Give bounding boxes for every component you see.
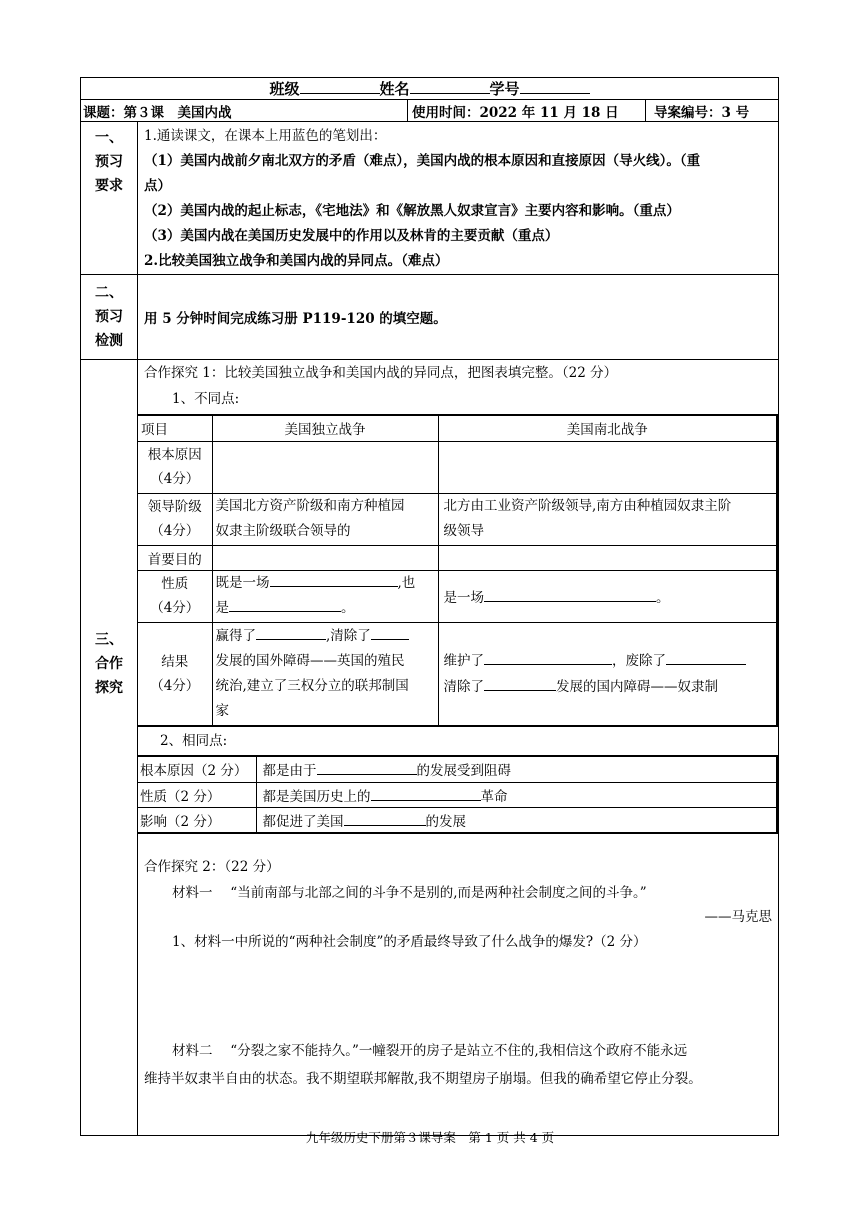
result-civil-blank-3[interactable] <box>484 676 556 691</box>
section1-label-a: 一、 <box>95 130 123 146</box>
nature-indep-text-3: 是 <box>215 600 229 616</box>
same-nature-content <box>256 782 777 807</box>
diff-nature-civil <box>438 570 777 622</box>
diff-root-civil-answer[interactable] <box>438 441 777 493</box>
diff-purpose-independence-answer[interactable] <box>212 545 438 570</box>
same-nature-text-2: 革命 <box>480 788 508 805</box>
section3-label-b: 合作 <box>95 656 123 672</box>
material-1-source: ——马克思 <box>704 909 773 925</box>
diff-row-leader-label <box>138 493 212 545</box>
similarities-table <box>138 755 778 834</box>
req-line-3: 点） <box>144 178 171 194</box>
leader-indep-line-1: 美国北方资产阶级和南方种植园 <box>215 498 405 514</box>
material-2-line-2: 维持半奴隶半自由的状态。我不期望联邦解散,我不期望房子崩塌。但我的确希望它停止分裂。 <box>144 1071 702 1087</box>
same-root-text-1: 都是由于 <box>262 763 317 780</box>
differences-table <box>138 414 778 727</box>
class-label: 班级 <box>269 80 300 98</box>
diff-header-independence: 美国独立战争 <box>212 415 438 441</box>
req-line-2: （1）美国内战前夕南北双方的矛盾（难点），美国内战的根本原因和直接原因（导火线）。（重 <box>144 153 701 169</box>
nature-indep-text-2: ,也 <box>397 575 416 591</box>
diff-row-result-label <box>138 622 212 726</box>
same-title: 2、相同点: <box>160 733 228 749</box>
section2-label-a: 二、 <box>95 285 123 301</box>
same-root-text-2: 的发展受到阻碍 <box>416 763 511 780</box>
leader-indep-line-2: 奴隶主阶级联合领导的 <box>215 523 351 539</box>
diff-row-root-label <box>138 441 212 493</box>
result-civil-text-2: ，废除了 <box>612 652 666 669</box>
section2-label <box>81 275 138 360</box>
question-1-answer-space[interactable] <box>138 956 778 1036</box>
diff-nature-independence <box>212 570 438 622</box>
name-blank[interactable] <box>410 79 490 94</box>
result-civil-blank-1[interactable] <box>484 650 612 665</box>
diff-result-independence <box>212 622 438 726</box>
diff-root-independence-answer[interactable] <box>212 441 438 493</box>
diff-leader-independence <box>212 493 438 545</box>
result-indep-text-2: ,清除了 <box>326 627 371 644</box>
worksheet <box>80 77 778 1136</box>
student-info-row <box>81 78 779 100</box>
section1-label-b: 预习 <box>95 154 123 170</box>
diff-row-nature-label <box>138 570 212 622</box>
req-line-1: 1.通读课文，在课本上用蓝色的笔划出： <box>144 128 387 144</box>
result-indep-line-3: 统治,建立了三权分立的联邦制国 <box>215 677 409 694</box>
same-nature-blank[interactable] <box>371 786 481 801</box>
leader-label-a: 领导阶级 <box>147 499 202 515</box>
diff-header-item: 项目 <box>138 415 212 441</box>
section3-label <box>81 360 138 1136</box>
section1-content <box>138 122 779 275</box>
section3-content <box>138 360 779 1136</box>
nature-indep-text-4: 。 <box>341 600 355 616</box>
nature-civil-text-2: 。 <box>656 590 670 606</box>
diff-title: 1、不同点: <box>172 391 240 407</box>
guide-no-cell: 导案编号：3 号 <box>646 100 779 122</box>
section2-content: 用 5 分钟时间完成练习册 P119-120 的填空题。 <box>138 275 779 360</box>
diff-leader-civil <box>438 493 777 545</box>
same-nature-label: 性质（2 分） <box>138 782 256 807</box>
section2-label-b: 预习 <box>95 309 123 325</box>
result-civil-text-3: 清除了 <box>443 678 484 695</box>
class-blank[interactable] <box>300 79 380 94</box>
question-1: 1、材料一中所说的“两种社会制度”的矛盾最终导致了什么战争的爆发?（2 分） <box>172 934 647 950</box>
result-indep-line-2: 发展的国外障碍——英国的殖民 <box>215 652 405 669</box>
result-label-a: 结果 <box>161 653 189 670</box>
name-label: 姓名 <box>379 80 410 98</box>
diff-purpose-civil-answer[interactable] <box>438 545 777 570</box>
result-indep-blank-2[interactable] <box>371 625 409 640</box>
same-impact-text-1: 都促进了美国 <box>262 813 344 830</box>
result-label-b: （4分） <box>150 677 200 694</box>
nature-civil-text-1: 是一场 <box>443 590 484 606</box>
leader-civil-line-2: 级领导 <box>443 523 484 539</box>
nature-indep-text-1: 既是一场 <box>215 575 270 591</box>
same-impact-content <box>256 807 777 833</box>
root-label-a: 根本原因 <box>147 447 202 463</box>
result-indep-line-4: 家 <box>215 702 229 719</box>
section3-label-c: 探究 <box>95 680 123 696</box>
section1-label <box>81 122 138 275</box>
section1-label-c: 要求 <box>95 178 123 194</box>
req-line-5: （3）美国内战在美国历史发展中的作用以及林肯的主要贡献（重点） <box>144 228 559 244</box>
coop2-title: 合作探究 2：（22 分） <box>144 859 280 875</box>
material-1: 材料一 “当前南部与北部之间的斗争不是别的,而是两种社会制度之间的斗争。” <box>172 885 647 901</box>
nature-label-b: （4分） <box>150 600 200 616</box>
nature-indep-blank-1[interactable] <box>270 572 398 587</box>
req-line-6: 2.比较美国独立战争和美国内战的异同点。（难点） <box>144 253 449 269</box>
result-civil-blank-2[interactable] <box>666 650 746 665</box>
same-impact-blank[interactable] <box>344 811 426 826</box>
worksheet-table <box>80 77 779 1136</box>
leader-label-b: （4分） <box>150 523 200 539</box>
time-cell: 使用时间：2022 年 11 月 18 日 <box>408 100 646 122</box>
result-civil-text-1: 维护了 <box>443 652 484 669</box>
result-civil-text-4: 发展的国内障碍——奴隶制 <box>556 678 718 695</box>
coop1-title: 合作探究 1：比较美国独立战争和美国内战的异同点，把图表填完整。（22 分） <box>144 365 618 381</box>
result-indep-text-1: 赢得了 <box>215 627 256 644</box>
section3-label-a: 三、 <box>95 632 123 648</box>
leader-civil-line-1: 北方由工业资产阶级领导,南方由种植园奴隶主阶 <box>443 498 732 514</box>
diff-result-civil <box>438 622 777 726</box>
req-line-4: （2）美国内战的起止标志，《宅地法》和《解放黑人奴隶宣言》主要内容和影响。（重点） <box>144 203 680 219</box>
nature-indep-blank-2[interactable] <box>229 597 341 612</box>
diff-row-purpose-label: 首要目的 <box>138 545 212 570</box>
nature-label-a: 性质 <box>161 576 189 592</box>
same-root-content <box>256 756 777 782</box>
page-footer: 九年级历史下册第３课导案 第 1 页 共 4 页 <box>305 1130 555 1145</box>
id-label: 学号 <box>489 80 520 98</box>
same-impact-label: 影响（2 分） <box>138 807 256 833</box>
result-indep-blank-1[interactable] <box>256 625 326 640</box>
same-nature-text-1: 都是美国历史上的 <box>262 788 371 805</box>
diff-header-civil-war: 美国南北战争 <box>438 415 777 441</box>
material-2-line-1: 材料二 “分裂之家不能持久。”一幢裂开的房子是站立不住的,我相信这个政府不能永远 <box>172 1043 688 1059</box>
same-root-blank[interactable] <box>317 760 417 775</box>
section2-label-c: 检测 <box>95 333 123 349</box>
id-blank[interactable] <box>520 79 590 94</box>
nature-civil-blank[interactable] <box>484 587 656 602</box>
same-root-label: 根本原因（2 分） <box>138 756 256 782</box>
same-impact-text-2: 的发展 <box>425 813 466 830</box>
topic-cell: 课题：第３课 美国内战 <box>81 100 408 122</box>
root-label-b: （4分） <box>150 471 200 487</box>
